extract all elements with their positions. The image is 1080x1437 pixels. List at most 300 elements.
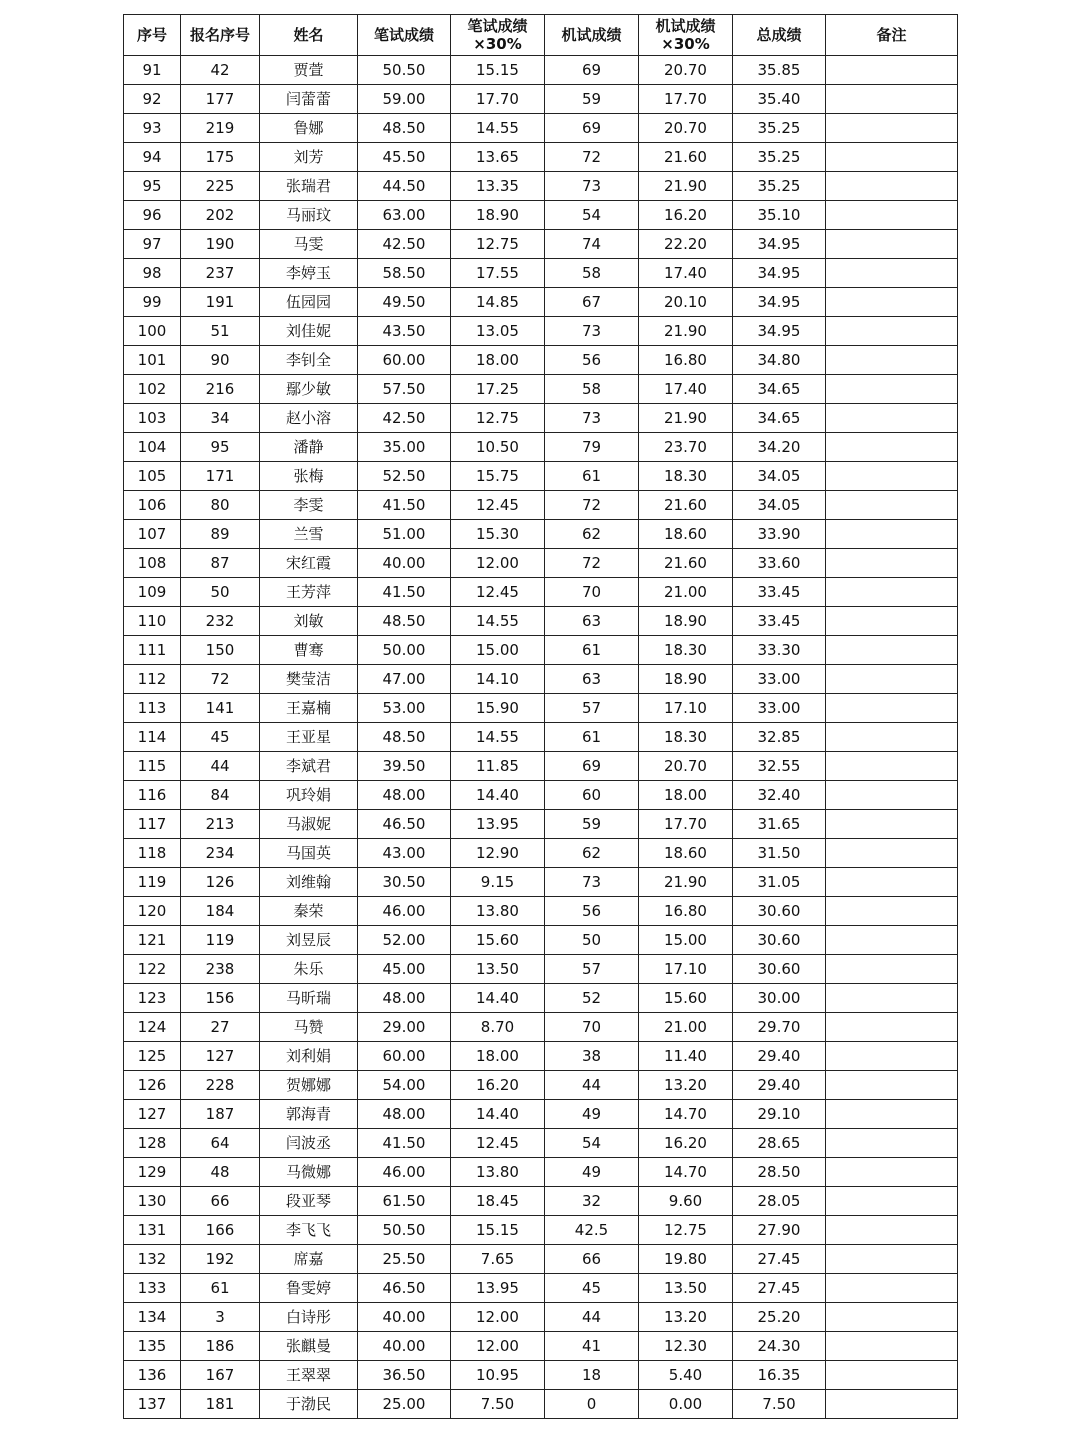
cell-reg-no: 87 <box>181 549 260 578</box>
cell-remark <box>826 1013 958 1042</box>
cell-computer: 56 <box>545 346 639 375</box>
cell-remark <box>826 607 958 636</box>
cell-name: 马雯 <box>260 230 358 259</box>
cell-name: 李飞飞 <box>260 1216 358 1245</box>
cell-seq: 119 <box>124 868 181 897</box>
table-row <box>124 462 958 491</box>
cell-name: 马赞 <box>260 1013 358 1042</box>
cell-computer-pct: 18.90 <box>639 607 733 636</box>
cell-total: 34.05 <box>733 462 826 491</box>
cell-seq: 107 <box>124 520 181 549</box>
cell-reg-no: 119 <box>181 926 260 955</box>
cell-total: 35.25 <box>733 172 826 201</box>
table-row <box>124 1042 958 1071</box>
cell-name: 刘昱辰 <box>260 926 358 955</box>
cell-seq: 93 <box>124 114 181 143</box>
cell-reg-no: 64 <box>181 1129 260 1158</box>
cell-reg-no: 186 <box>181 1332 260 1361</box>
cell-total: 34.95 <box>733 230 826 259</box>
cell-computer-pct: 16.20 <box>639 201 733 230</box>
cell-total: 34.95 <box>733 259 826 288</box>
table-row <box>124 607 958 636</box>
cell-total: 32.55 <box>733 752 826 781</box>
cell-remark <box>826 1187 958 1216</box>
cell-computer: 54 <box>545 1129 639 1158</box>
cell-written: 57.50 <box>358 375 451 404</box>
cell-computer: 70 <box>545 578 639 607</box>
cell-seq: 129 <box>124 1158 181 1187</box>
cell-computer: 61 <box>545 636 639 665</box>
cell-total: 34.80 <box>733 346 826 375</box>
cell-computer: 73 <box>545 404 639 433</box>
table-row <box>124 578 958 607</box>
cell-remark <box>826 1216 958 1245</box>
cell-computer: 54 <box>545 201 639 230</box>
cell-seq: 112 <box>124 665 181 694</box>
cell-total: 33.60 <box>733 549 826 578</box>
cell-name: 秦荣 <box>260 897 358 926</box>
cell-seq: 96 <box>124 201 181 230</box>
cell-computer-pct: 17.10 <box>639 694 733 723</box>
cell-seq: 133 <box>124 1274 181 1303</box>
cell-written: 60.00 <box>358 346 451 375</box>
cell-name: 郭海青 <box>260 1100 358 1129</box>
cell-computer-pct: 9.60 <box>639 1187 733 1216</box>
cell-name: 刘维翰 <box>260 868 358 897</box>
cell-total: 29.70 <box>733 1013 826 1042</box>
cell-seq: 101 <box>124 346 181 375</box>
table-row <box>124 1013 958 1042</box>
table-row <box>124 201 958 230</box>
cell-written-pct: 14.55 <box>451 723 545 752</box>
table-row <box>124 955 958 984</box>
cell-total: 30.60 <box>733 955 826 984</box>
cell-seq: 102 <box>124 375 181 404</box>
cell-remark <box>826 404 958 433</box>
cell-remark <box>826 85 958 114</box>
cell-computer: 38 <box>545 1042 639 1071</box>
cell-reg-no: 166 <box>181 1216 260 1245</box>
cell-name: 王翠翠 <box>260 1361 358 1390</box>
table-row <box>124 1274 958 1303</box>
cell-seq: 137 <box>124 1390 181 1419</box>
cell-total: 33.45 <box>733 607 826 636</box>
cell-name: 贾萱 <box>260 56 358 85</box>
cell-name: 张麒曼 <box>260 1332 358 1361</box>
score-table <box>123 14 958 1419</box>
cell-written: 58.50 <box>358 259 451 288</box>
cell-computer: 74 <box>545 230 639 259</box>
cell-computer: 79 <box>545 433 639 462</box>
cell-written: 61.50 <box>358 1187 451 1216</box>
cell-written-pct: 12.00 <box>451 1332 545 1361</box>
header-written-pct <box>451 15 545 56</box>
table-row <box>124 491 958 520</box>
cell-computer-pct: 15.60 <box>639 984 733 1013</box>
cell-written: 59.00 <box>358 85 451 114</box>
cell-reg-no: 44 <box>181 752 260 781</box>
cell-name: 鲁娜 <box>260 114 358 143</box>
cell-remark <box>826 781 958 810</box>
table-row <box>124 636 958 665</box>
cell-name: 王嘉楠 <box>260 694 358 723</box>
cell-name: 巩玲娟 <box>260 781 358 810</box>
cell-seq: 127 <box>124 1100 181 1129</box>
cell-total: 31.05 <box>733 868 826 897</box>
cell-computer-pct: 18.30 <box>639 462 733 491</box>
cell-remark <box>826 636 958 665</box>
cell-written-pct: 15.90 <box>451 694 545 723</box>
cell-written-pct: 13.80 <box>451 1158 545 1187</box>
cell-name: 李婷玉 <box>260 259 358 288</box>
table-row <box>124 781 958 810</box>
cell-computer: 61 <box>545 723 639 752</box>
cell-written: 46.50 <box>358 810 451 839</box>
table-row <box>124 114 958 143</box>
cell-seq: 109 <box>124 578 181 607</box>
cell-name: 刘敏 <box>260 607 358 636</box>
cell-seq: 114 <box>124 723 181 752</box>
cell-name: 赵小溶 <box>260 404 358 433</box>
table-row <box>124 1245 958 1274</box>
cell-total: 27.45 <box>733 1245 826 1274</box>
cell-written: 40.00 <box>358 549 451 578</box>
cell-computer: 73 <box>545 868 639 897</box>
cell-written: 40.00 <box>358 1303 451 1332</box>
cell-computer: 57 <box>545 694 639 723</box>
cell-seq: 110 <box>124 607 181 636</box>
cell-remark <box>826 752 958 781</box>
cell-remark <box>826 1390 958 1419</box>
cell-name: 闫波丞 <box>260 1129 358 1158</box>
table-row <box>124 1216 958 1245</box>
table-row <box>124 868 958 897</box>
cell-remark <box>826 1361 958 1390</box>
cell-total: 33.45 <box>733 578 826 607</box>
cell-written-pct: 15.30 <box>451 520 545 549</box>
cell-reg-no: 48 <box>181 1158 260 1187</box>
cell-computer-pct: 21.60 <box>639 143 733 172</box>
cell-written: 41.50 <box>358 491 451 520</box>
cell-computer-pct: 21.90 <box>639 868 733 897</box>
cell-reg-no: 191 <box>181 288 260 317</box>
cell-written: 43.00 <box>358 839 451 868</box>
cell-computer-pct: 11.40 <box>639 1042 733 1071</box>
cell-total: 34.05 <box>733 491 826 520</box>
cell-computer: 72 <box>545 491 639 520</box>
cell-seq: 120 <box>124 897 181 926</box>
cell-computer-pct: 16.80 <box>639 897 733 926</box>
cell-total: 35.25 <box>733 114 826 143</box>
cell-written-pct: 17.55 <box>451 259 545 288</box>
cell-written-pct: 10.95 <box>451 1361 545 1390</box>
cell-seq: 118 <box>124 839 181 868</box>
cell-computer-pct: 15.00 <box>639 926 733 955</box>
cell-remark <box>826 520 958 549</box>
header-seq: 序号 <box>124 15 181 56</box>
cell-written: 48.50 <box>358 607 451 636</box>
cell-reg-no: 184 <box>181 897 260 926</box>
cell-remark <box>826 1332 958 1361</box>
cell-remark <box>826 114 958 143</box>
cell-remark <box>826 810 958 839</box>
table-row <box>124 1390 958 1419</box>
cell-written: 53.00 <box>358 694 451 723</box>
header-computer-pct <box>639 15 733 56</box>
cell-remark <box>826 462 958 491</box>
table-row <box>124 520 958 549</box>
cell-name: 曹骞 <box>260 636 358 665</box>
cell-written: 50.00 <box>358 636 451 665</box>
cell-written: 41.50 <box>358 578 451 607</box>
cell-total: 24.30 <box>733 1332 826 1361</box>
cell-computer: 72 <box>545 549 639 578</box>
cell-name: 潘静 <box>260 433 358 462</box>
cell-written-pct: 18.00 <box>451 1042 545 1071</box>
cell-computer: 58 <box>545 259 639 288</box>
cell-computer-pct: 14.70 <box>639 1100 733 1129</box>
cell-computer-pct: 13.20 <box>639 1303 733 1332</box>
cell-reg-no: 50 <box>181 578 260 607</box>
cell-computer: 72 <box>545 143 639 172</box>
cell-total: 35.10 <box>733 201 826 230</box>
cell-remark <box>826 1100 958 1129</box>
table-row <box>124 85 958 114</box>
cell-total: 31.65 <box>733 810 826 839</box>
cell-name: 张瑞君 <box>260 172 358 201</box>
cell-written: 30.50 <box>358 868 451 897</box>
cell-computer: 69 <box>545 752 639 781</box>
cell-total: 34.20 <box>733 433 826 462</box>
cell-computer-pct: 18.30 <box>639 636 733 665</box>
cell-name: 贺娜娜 <box>260 1071 358 1100</box>
cell-reg-no: 232 <box>181 607 260 636</box>
cell-written-pct: 14.55 <box>451 114 545 143</box>
cell-written-pct: 15.15 <box>451 56 545 85</box>
cell-computer-pct: 18.60 <box>639 839 733 868</box>
cell-reg-no: 187 <box>181 1100 260 1129</box>
cell-seq: 92 <box>124 85 181 114</box>
cell-computer: 50 <box>545 926 639 955</box>
cell-written-pct: 11.85 <box>451 752 545 781</box>
cell-computer-pct: 5.40 <box>639 1361 733 1390</box>
cell-written-pct: 14.10 <box>451 665 545 694</box>
cell-remark <box>826 1129 958 1158</box>
cell-written-pct: 12.45 <box>451 1129 545 1158</box>
cell-total: 28.50 <box>733 1158 826 1187</box>
cell-total: 34.65 <box>733 375 826 404</box>
cell-computer: 45 <box>545 1274 639 1303</box>
cell-computer-pct: 21.00 <box>639 578 733 607</box>
cell-name: 刘佳妮 <box>260 317 358 346</box>
cell-remark <box>826 984 958 1013</box>
cell-name: 李钊全 <box>260 346 358 375</box>
table-row <box>124 317 958 346</box>
cell-written-pct: 14.40 <box>451 781 545 810</box>
cell-reg-no: 127 <box>181 1042 260 1071</box>
cell-written-pct: 12.45 <box>451 491 545 520</box>
cell-written: 44.50 <box>358 172 451 201</box>
cell-computer-pct: 21.90 <box>639 172 733 201</box>
cell-reg-no: 3 <box>181 1303 260 1332</box>
table-row <box>124 288 958 317</box>
cell-seq: 105 <box>124 462 181 491</box>
header-remark: 备注 <box>826 15 958 56</box>
cell-computer: 49 <box>545 1158 639 1187</box>
cell-remark <box>826 375 958 404</box>
header-written-pct-line2: ×30% <box>473 35 522 53</box>
cell-reg-no: 80 <box>181 491 260 520</box>
cell-seq: 111 <box>124 636 181 665</box>
cell-computer-pct: 17.70 <box>639 810 733 839</box>
cell-written: 35.00 <box>358 433 451 462</box>
header-row <box>124 15 958 56</box>
cell-name: 马昕瑞 <box>260 984 358 1013</box>
cell-written-pct: 13.50 <box>451 955 545 984</box>
cell-total: 34.95 <box>733 288 826 317</box>
header-name: 姓名 <box>260 15 358 56</box>
table-row <box>124 1158 958 1187</box>
cell-computer: 60 <box>545 781 639 810</box>
table-row <box>124 259 958 288</box>
header-total: 总成绩 <box>733 15 826 56</box>
table-row <box>124 56 958 85</box>
cell-written-pct: 17.25 <box>451 375 545 404</box>
cell-remark <box>826 1245 958 1274</box>
cell-remark <box>826 491 958 520</box>
cell-computer-pct: 17.70 <box>639 85 733 114</box>
table-row <box>124 1129 958 1158</box>
cell-seq: 126 <box>124 1071 181 1100</box>
cell-reg-no: 95 <box>181 433 260 462</box>
cell-written-pct: 17.70 <box>451 85 545 114</box>
cell-reg-no: 225 <box>181 172 260 201</box>
cell-computer: 41 <box>545 1332 639 1361</box>
cell-total: 27.90 <box>733 1216 826 1245</box>
cell-total: 27.45 <box>733 1274 826 1303</box>
cell-remark <box>826 926 958 955</box>
cell-computer-pct: 13.50 <box>639 1274 733 1303</box>
cell-name: 兰雪 <box>260 520 358 549</box>
cell-seq: 108 <box>124 549 181 578</box>
cell-written-pct: 18.90 <box>451 201 545 230</box>
cell-computer: 61 <box>545 462 639 491</box>
cell-written-pct: 7.65 <box>451 1245 545 1274</box>
header-written-pct-line1: 笔试成绩 <box>467 17 528 35</box>
cell-computer-pct: 18.90 <box>639 665 733 694</box>
cell-reg-no: 84 <box>181 781 260 810</box>
cell-computer-pct: 20.70 <box>639 114 733 143</box>
cell-written-pct: 13.05 <box>451 317 545 346</box>
cell-computer: 73 <box>545 317 639 346</box>
cell-seq: 131 <box>124 1216 181 1245</box>
cell-written-pct: 13.95 <box>451 1274 545 1303</box>
cell-seq: 122 <box>124 955 181 984</box>
cell-remark <box>826 1158 958 1187</box>
cell-computer-pct: 12.75 <box>639 1216 733 1245</box>
cell-total: 29.40 <box>733 1042 826 1071</box>
cell-remark <box>826 1303 958 1332</box>
table-row <box>124 1332 958 1361</box>
cell-total: 33.00 <box>733 694 826 723</box>
table-row <box>124 897 958 926</box>
cell-reg-no: 181 <box>181 1390 260 1419</box>
table-row <box>124 1100 958 1129</box>
cell-computer: 0 <box>545 1390 639 1419</box>
cell-written: 48.50 <box>358 114 451 143</box>
cell-reg-no: 216 <box>181 375 260 404</box>
cell-seq: 97 <box>124 230 181 259</box>
cell-computer: 59 <box>545 810 639 839</box>
cell-computer: 62 <box>545 839 639 868</box>
cell-reg-no: 219 <box>181 114 260 143</box>
cell-written-pct: 14.85 <box>451 288 545 317</box>
cell-remark <box>826 1071 958 1100</box>
cell-computer: 42.5 <box>545 1216 639 1245</box>
cell-total: 32.85 <box>733 723 826 752</box>
cell-remark <box>826 665 958 694</box>
cell-seq: 104 <box>124 433 181 462</box>
cell-seq: 94 <box>124 143 181 172</box>
cell-total: 25.20 <box>733 1303 826 1332</box>
cell-name: 马微娜 <box>260 1158 358 1187</box>
cell-remark <box>826 839 958 868</box>
table-row <box>124 752 958 781</box>
cell-computer: 44 <box>545 1303 639 1332</box>
table-row <box>124 926 958 955</box>
table-row <box>124 346 958 375</box>
cell-written-pct: 12.45 <box>451 578 545 607</box>
cell-reg-no: 66 <box>181 1187 260 1216</box>
cell-computer-pct: 14.70 <box>639 1158 733 1187</box>
cell-computer-pct: 17.40 <box>639 259 733 288</box>
cell-computer-pct: 18.30 <box>639 723 733 752</box>
cell-computer-pct: 13.20 <box>639 1071 733 1100</box>
cell-computer-pct: 16.20 <box>639 1129 733 1158</box>
cell-name: 鄢少敏 <box>260 375 358 404</box>
cell-written: 46.00 <box>358 1158 451 1187</box>
cell-written: 29.00 <box>358 1013 451 1042</box>
cell-computer-pct: 21.60 <box>639 491 733 520</box>
cell-name: 马淑妮 <box>260 810 358 839</box>
cell-computer-pct: 21.60 <box>639 549 733 578</box>
cell-seq: 125 <box>124 1042 181 1071</box>
cell-written: 47.00 <box>358 665 451 694</box>
cell-written: 43.50 <box>358 317 451 346</box>
cell-name: 刘利娟 <box>260 1042 358 1071</box>
cell-computer: 32 <box>545 1187 639 1216</box>
cell-remark <box>826 172 958 201</box>
cell-remark <box>826 549 958 578</box>
cell-written-pct: 15.00 <box>451 636 545 665</box>
cell-computer-pct: 18.60 <box>639 520 733 549</box>
cell-computer: 59 <box>545 85 639 114</box>
cell-total: 33.90 <box>733 520 826 549</box>
cell-seq: 132 <box>124 1245 181 1274</box>
cell-computer-pct: 21.90 <box>639 317 733 346</box>
cell-computer-pct: 20.70 <box>639 752 733 781</box>
cell-reg-no: 177 <box>181 85 260 114</box>
cell-written: 36.50 <box>358 1361 451 1390</box>
cell-remark <box>826 143 958 172</box>
cell-remark <box>826 723 958 752</box>
cell-total: 33.30 <box>733 636 826 665</box>
cell-written: 48.00 <box>358 984 451 1013</box>
cell-name: 王芳萍 <box>260 578 358 607</box>
cell-reg-no: 228 <box>181 1071 260 1100</box>
cell-name: 樊莹洁 <box>260 665 358 694</box>
table-row <box>124 1303 958 1332</box>
